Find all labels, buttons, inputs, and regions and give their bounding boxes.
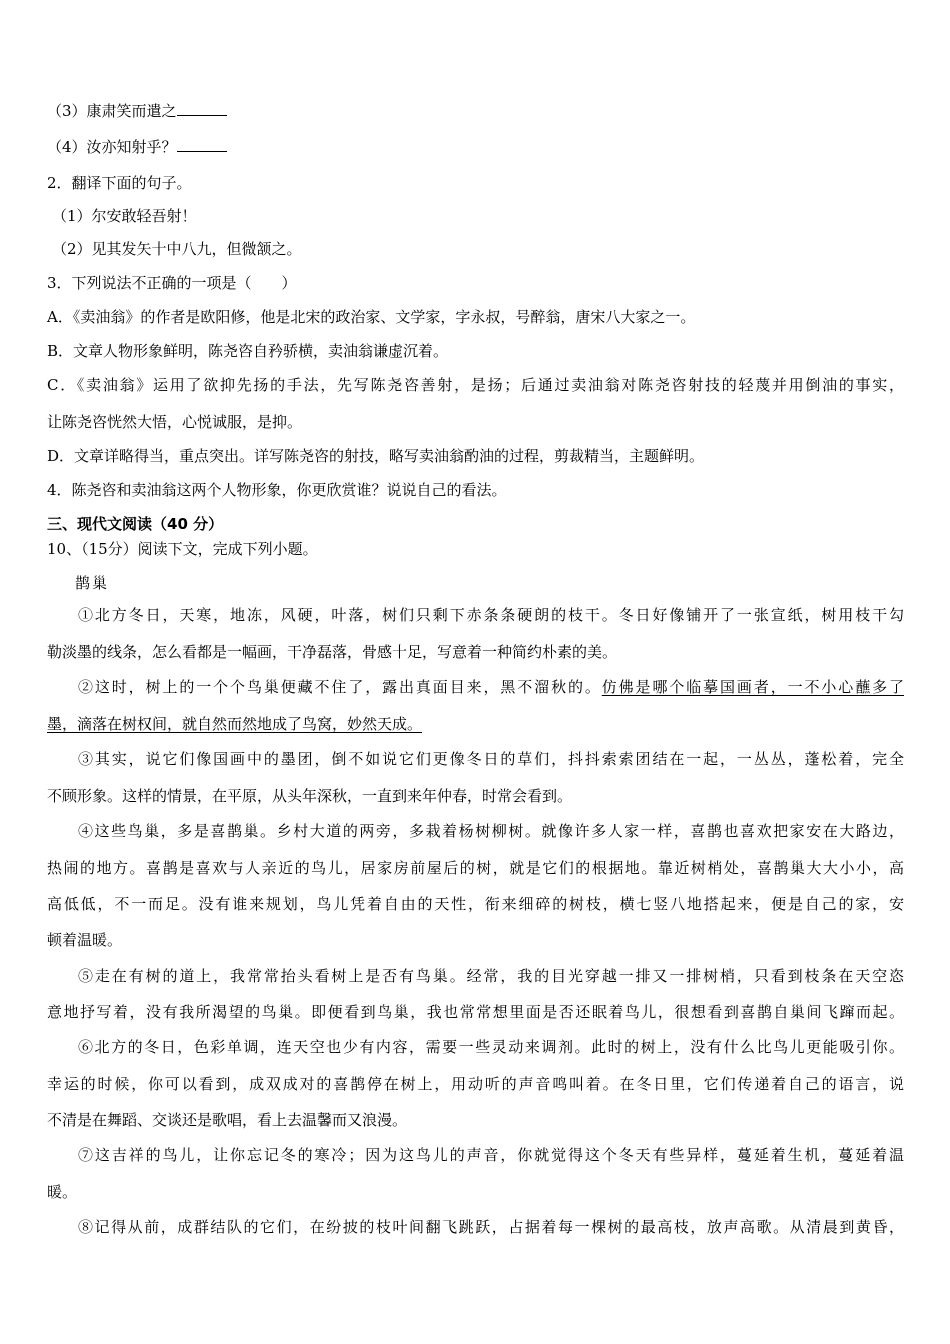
paragraph-8-line1: ⑧记得从前，成群结队的它们，在纷披的枝叶间翻飞跳跃，占据着每一棵树的最高枝，放声高歌。从清晨到黄昏，: [78, 1218, 904, 1236]
q10-title: 10、（15分）阅读下文，完成下列小题。: [47, 540, 318, 558]
q2-sentence-1: （1）尔安敢轻吾射！: [52, 207, 197, 225]
paragraph-2-underlined: 仿佛是哪个临摹国画者，一不小心蘸多了: [601, 678, 904, 696]
paragraph-4-line3: 高低低，不一而足。没有谁来规划，鸟儿凭着自由的天性，衔来细碎的树枝，横七竖八地搭起来，便是自己的家，安: [47, 895, 904, 913]
paragraph-4-line2: 热闹的地方。喜鹊是喜欢与人亲近的鸟儿，居家房前屋后的树，就是它们的根据地。靠近树梢处，喜鹊巢大大小小，高: [47, 859, 904, 877]
paragraph-2-line1: [78, 676, 904, 698]
paragraph-7-line2: 暖。: [47, 1183, 78, 1201]
section-heading: 三、现代文阅读（40 分）: [47, 515, 224, 533]
paragraph-6-line1: ⑥北方的冬日，色彩单调，连天空也少有内容，需要一些灵动来调剂。此时的树上，没有什么比鸟儿更能吸引你。: [78, 1038, 904, 1056]
paragraph-5-line1: ⑤走在有树的道上，我常常抬头看树上是否有鸟巢。经常，我的目光穿越一排又一排树梢，只看到枝条在天空恣: [78, 967, 904, 985]
q3-option-d: D．文章详略得当，重点突出。详写陈尧咨的射技，略写卖油翁酌油的过程，剪裁精当，主题鲜明。: [47, 447, 705, 465]
paragraph-3-line2: 不顾形象。这样的情景，在平原，从头年深秋，一直到来年仲春，时常会看到。: [47, 787, 573, 805]
answer-blank[interactable]: [177, 101, 227, 116]
paragraph-2-plain: ②这时，树上的一个个鸟巢便藏不住了，露出真面目来，黑不溜秋的。: [78, 678, 602, 696]
paragraph-1-line1: ①北方冬日，天寒，地冻，风硬，叶落，树们只剩下赤条条硬朗的枝干。冬日好像铺开了一张宣纸，树用枝干勾: [78, 606, 904, 624]
paragraph-3-line1: ③其实，说它们像国画中的墨团，倒不如说它们更像冬日的草们，抖抖索索团结在一起，一丛丛，蓬松着，完全: [78, 750, 904, 768]
paragraph-6-line3: 不清是在舞蹈、交谈还是歌唱，看上去温馨而又浪漫。: [47, 1111, 408, 1129]
q3-option-c-line1: C．《卖油翁》运用了欲抑先扬的手法，先写陈尧咨善射，是扬；后通过卖油翁对陈尧咨射技的轻蔑并用倒油的事实，: [47, 376, 904, 394]
q2-sentence-2: （2）见其发矢十中八九，但微颔之。: [52, 240, 302, 258]
q3-option-c-line2: 让陈尧咨恍然大悟，心悦诚服，是抑。: [47, 413, 303, 431]
paragraph-6-line2: 幸运的时候，你可以看到，成双成对的喜鹊停在树上，用动听的声音鸣叫着。在冬日里，它们传递着自己的语言，说: [47, 1075, 904, 1093]
article-title: 鹊巢: [75, 574, 110, 592]
q1-item-4: [47, 136, 227, 158]
paragraph-4-line1: ④这些鸟巢，多是喜鹊巢。乡村大道的两旁，多栽着杨树柳树。就像许多人家一样，喜鹊也喜欢把家安在大路边，: [78, 822, 904, 840]
q1-item-3-text: （3）康肃笑而遣之: [47, 102, 177, 120]
paragraph-2-line2: 墨，滴落在树权间，就自然而然地成了鸟窝，妙然天成。: [47, 715, 423, 733]
q3-option-a: A．《卖油翁》的作者是欧阳修，他是北宋的政治家、文学家，字永叔，号醉翁，唐宋八大家之一。: [47, 308, 696, 326]
paragraph-5-line2: 意地抒写着，没有我所渴望的鸟巢。即便看到鸟巢，我也常常想里面是否还眠着鸟儿，很想看到喜鹊自巢间飞蹿而起。: [47, 1003, 904, 1021]
q1-item-4-text: （4）汝亦知射乎？: [47, 138, 177, 156]
q2-title: 2．翻译下面的句子。: [47, 174, 192, 192]
q3-title: 3．下列说法不正确的一项是（ ）: [47, 274, 297, 292]
q4-title: 4．陈尧咨和卖油翁这两个人物形象，你更欣赏谁？说说自己的看法。: [47, 481, 507, 499]
answer-blank[interactable]: [177, 137, 227, 152]
q1-item-3: [47, 100, 227, 122]
paragraph-4-line4: 顿着温暖。: [47, 931, 123, 949]
paragraph-1-line2: 勒淡墨的线条，怎么看都是一幅画，干净磊落，骨感十足，写意着一种简约朴素的美。: [47, 643, 618, 661]
q3-option-b: B．文章人物形象鲜明，陈尧咨自矜骄横，卖油翁谦虚沉着。: [47, 342, 449, 360]
paragraph-7-line1: ⑦这吉祥的鸟儿，让你忘记冬的寒冷；因为这鸟儿的声音，你就觉得这个冬天有些异样，蔓延着生机，蔓延着温: [78, 1146, 904, 1164]
